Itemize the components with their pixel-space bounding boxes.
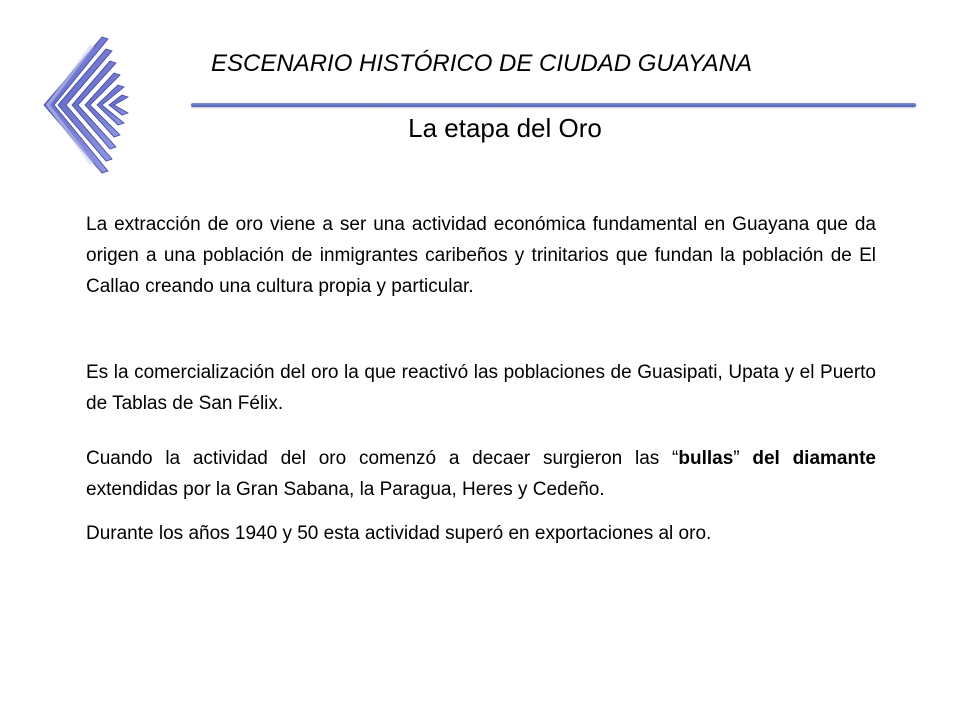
paragraph-3-text-a: Cuando la actividad del oro comenzó a decaer surgieron las “ [86, 448, 679, 469]
paragraph-4: Durante los años 1940 y 50 esta actividad superó en exportaciones al oro. [86, 523, 712, 544]
paragraph-3-bold-a: bullas [678, 448, 734, 469]
paragraph-2: Es la comercialización del oro la que reactivó las poblaciones de Guasipati, Upata y el Puerto de Tablas de San Félix. [86, 362, 876, 414]
header-divider [191, 103, 916, 107]
striped-diamond-logo-icon [30, 35, 145, 175]
paragraph-3-text-c: extendidas por la Gran Sabana, la Paragua, Heres y Cedeño. [86, 479, 605, 500]
paragraph-3-text-b: ” [733, 448, 753, 469]
paragraph-3-bold-b: del diamante [752, 448, 876, 469]
paragraph-3 [86, 443, 876, 505]
paragraph-1: La extracción de oro viene a ser una actividad económica fundamental en Guayana que da origen a una población de inmigrantes caribeños y trinitarios que fundan la población de El Callao creando una cultura propia y particular. [86, 214, 876, 297]
header-title: ESCENARIO HISTÓRICO DE CIUDAD GUAYANA [211, 50, 752, 77]
slide-title: La etapa del Oro [408, 113, 602, 143]
